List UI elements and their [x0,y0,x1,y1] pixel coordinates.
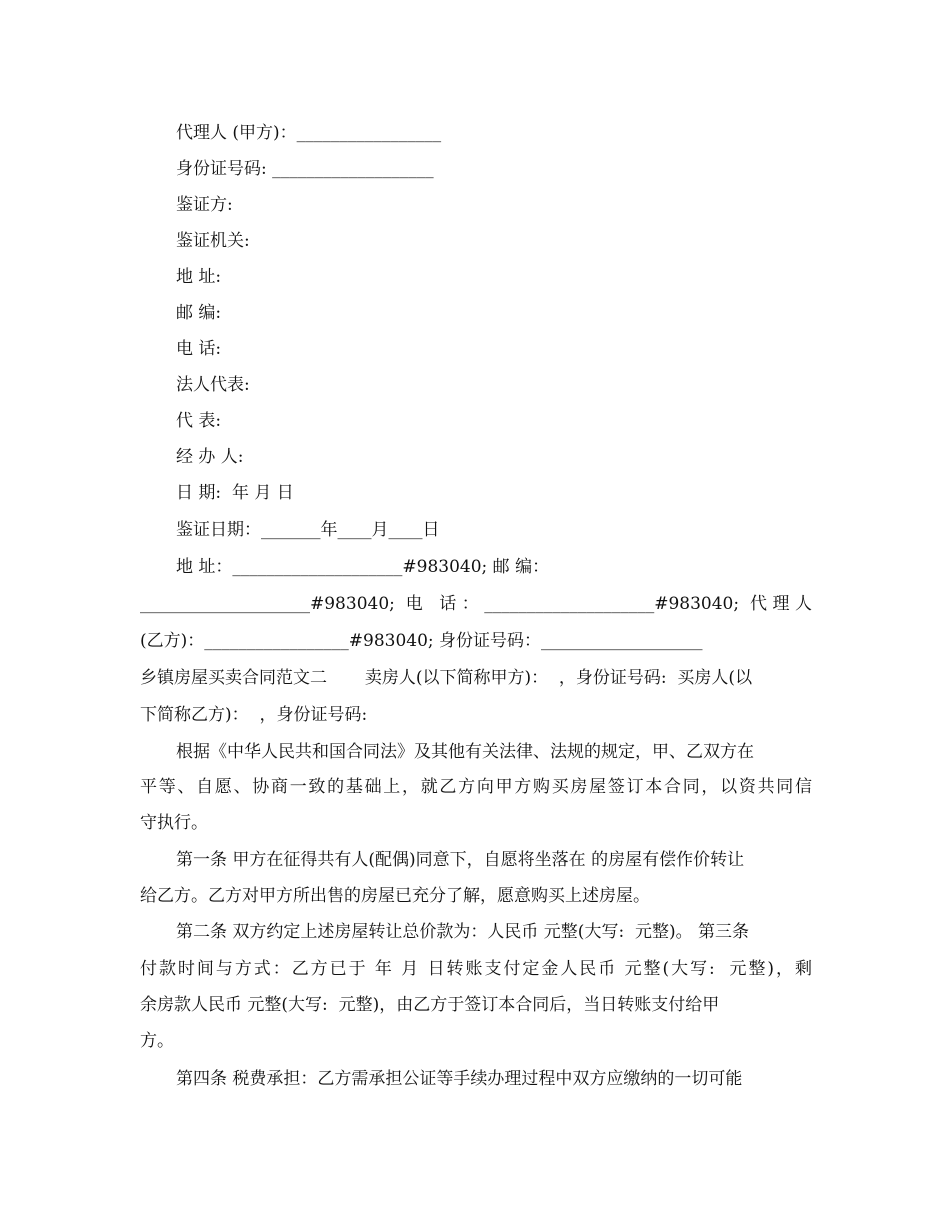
preamble-line-2: 平等、自愿、协商一致的基础上，就乙方向甲方购买房屋签订本合同，以资共同信 [140,777,812,797]
id-number-line: 身份证号码: ___________________ [176,159,434,179]
article-3-line-1: 付款时间与方式：乙方已于 年 月 日转账支付定金人民币 元整(大写: 元整)，剩 [140,959,812,979]
contract-title-line: 乡镇房屋买卖合同范文二 卖房人(以下简称甲方)： ，身份证号码: 买房人(以 [140,668,753,688]
article-4-line-1: 第四条 税费承担：乙方需承担公证等手续办理过程中双方应缴纳的一切可能 [176,1069,743,1089]
article-3-line-3: 方。 [140,1031,174,1051]
handler-line: 经 办 人: [176,447,244,467]
address-line: 地 址: [176,267,222,287]
phone-line: 电 话: [176,339,222,359]
article-1-line-2: 给乙方。乙方对甲方所出售的房屋已充分了解，愿意购买上述房屋。 [140,886,650,906]
postcode-line: 邮 编: [176,303,222,323]
legal-rep-line: 法人代表: [176,375,250,395]
agent-party-a-line: 代理人 (甲方)：_________________ [176,123,442,143]
article-2-line-1: 第二条 双方约定上述房屋转让总价款为：人民币 元整(大写: 元整)。 第三条 [176,922,750,942]
blank-phone-agent-line: ____________________#983040; 电 话：____________________#983040; 代理人 [140,594,812,614]
article-3-line-2: 余房款人民币 元整(大写: 元整)，由乙方于签订本合同后，当日转账支付给甲 [140,995,720,1015]
article-1-line-1: 第一条 甲方在征得共有人(配偶)同意下，自愿将坐落在 的房屋有偿作价转让 [176,850,745,870]
certifying-authority-line: 鉴证机关: [176,231,250,251]
preamble-line-1: 根据《中华人民共和国合同法》及其他有关法律、法规的规定，甲、乙双方在 [176,742,754,762]
date-line: 日 期: 年 月 日 [176,483,294,503]
address-postcode-line: 地 址：____________________#983040; 邮 编： [176,557,550,577]
certification-date-line: 鉴证日期：_______年____月____日 [176,520,440,540]
representative-line: 代 表: [176,411,222,431]
buyer-id-line: 下简称乙方)： ，身份证号码: [140,705,368,725]
certifier-line: 鉴证方: [176,195,233,215]
preamble-line-3: 守执行。 [140,813,208,833]
party-b-id-line: (乙方)：_________________#983040; 身份证号码：___________________ [140,631,703,651]
